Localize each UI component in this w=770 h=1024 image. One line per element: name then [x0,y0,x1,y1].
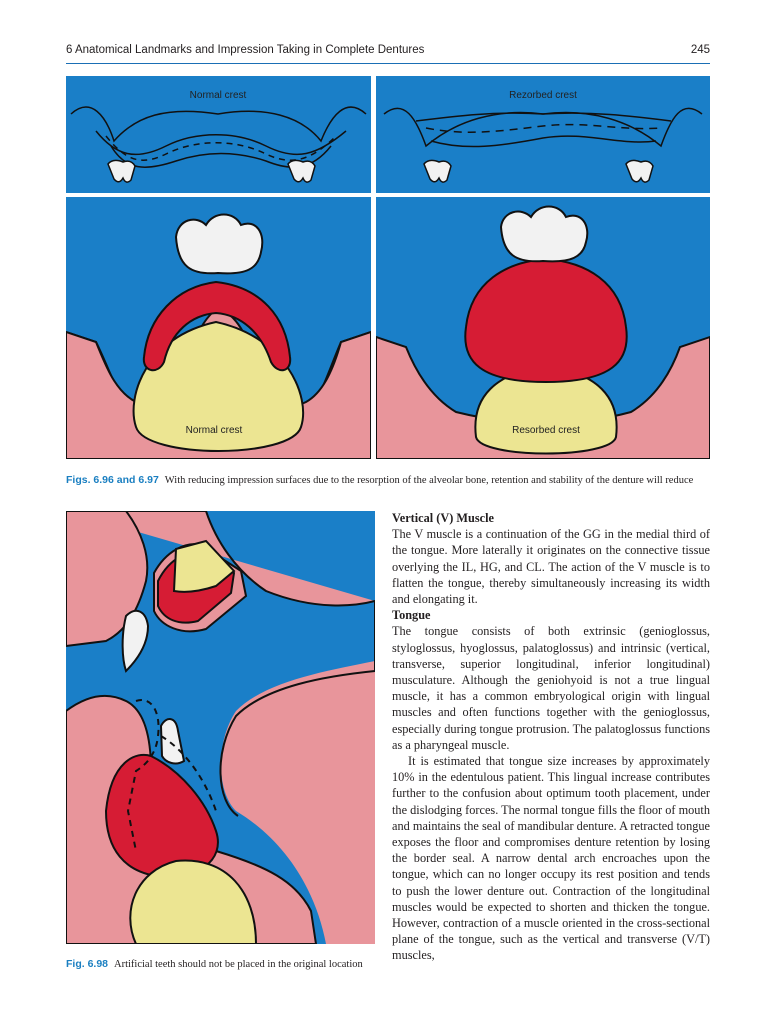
caption-label-bottom: Fig. 6.98 [66,958,109,970]
figure-panel-resorbed-crest-section [376,197,710,459]
header-rule [66,63,710,64]
running-header [66,44,710,62]
panel-label-rezorbed-crest-top: Rezorbed crest [509,90,577,101]
panel-label-normal-crest-bottom: Normal crest [185,425,243,436]
figure-caption-bottom [66,958,376,971]
caption-text-top: With reducing impression surfaces due to the resorption of the alveolar bone, retention and stability of the denture will reduce [164,475,694,486]
paragraph-tongue-1: The tongue consists of both extrinsic (genioglossus, styloglossus, hyoglossus, palatoglossus) and intrinsic (vertical, transverse, superior longitudinal, inferior longitudinal) musculature. Although the geniohyoid is not a true lingual muscle, it has a common embryological origin with lingual muscles and often functions together with the genioglossus, especially during tongue protrusion. The palatoglossus functions as a pharyngeal muscle. [392,624,710,752]
heading-vertical-muscle: Vertical (V) Muscle [392,511,494,525]
panel-label-normal-crest-top: Normal crest [189,90,247,101]
paragraph-tongue-2: It is estimated that tongue size increases by approximately 10% in the edentulous patient. This lingual increase contributes further to the confusion about optimum tooth placement, under the dislodging forces. The normal tongue fills the floor of mouth and maintains the seal of mandibular denture. A retracted tongue exposes the floor and compromises denture retention by losing the border seal. A narrow dental arch encroaches upon the tongue, which can no longer occupy its rest position and tends to push the lower denture out. Contraction of the longitudinal muscles would be expected to shorten and thicken the tongue. However, contraction of a muscle oriented in the cross-sectional plane of the tongue, such as the vertical and transverse (V/T) muscles, [392,754,710,963]
panel-label-resorbed-crest-bottom: Resorbed crest [512,425,580,436]
figure-6-98-artificial-teeth [66,511,375,944]
figure-panel-normal-crest-section [66,197,371,459]
body-text-column [392,510,710,964]
paragraph-vertical-muscle: The V muscle is a continuation of the GG in the medial third of the tongue. More laterally it originates on the connective tissue overlying the IL, HG, and CL. The action of the V muscle is to flatten the tongue, thereby simultaneously increasing its width and elongating it. [392,527,710,607]
figure-caption-top [66,474,711,487]
page-number: 245 [690,44,710,56]
chapter-title: 6 Anatomical Landmarks and Impression Taking in Complete Dentures [66,44,425,56]
figure-panel-rezorbed-crest-arch [376,76,710,193]
figure-panel-normal-crest-arch [66,76,371,193]
caption-text-bottom: Artificial teeth should not be placed in the original location [114,959,363,970]
heading-tongue: Tongue [392,608,431,623]
caption-label-top: Figs. 6.96 and 6.97 [66,474,159,486]
